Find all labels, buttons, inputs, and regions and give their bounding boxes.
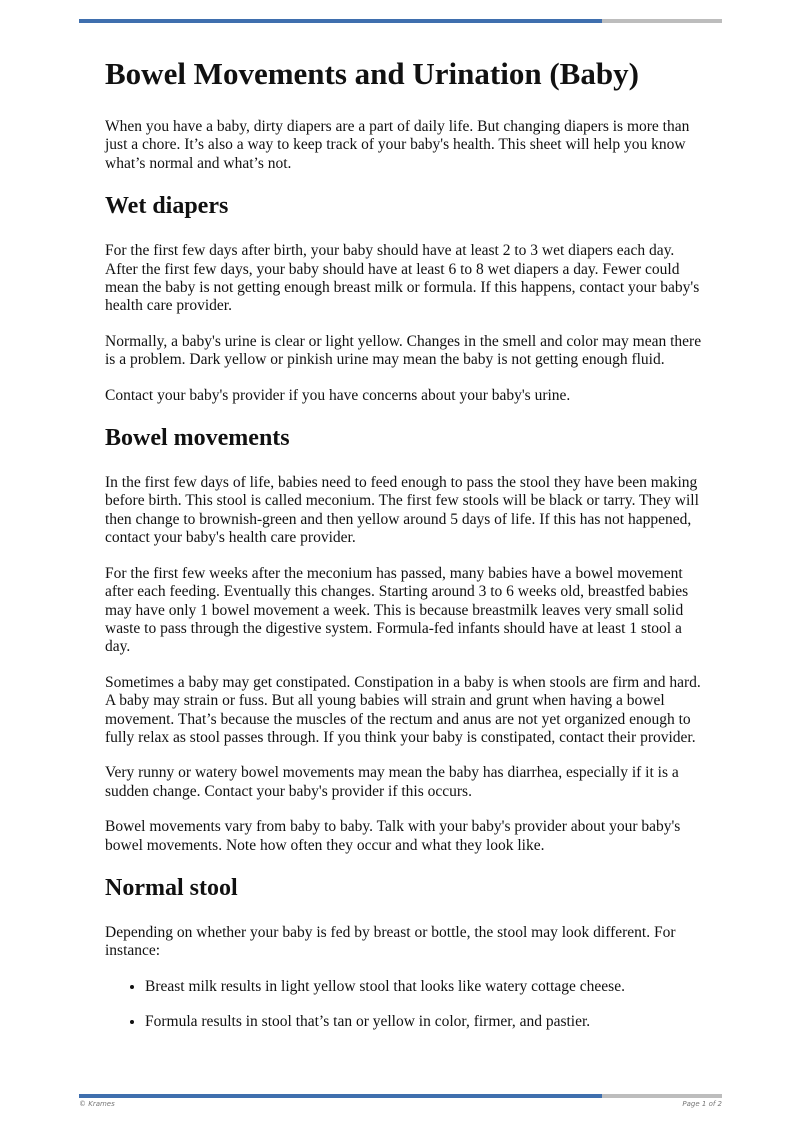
list-item: • Breast milk results in light yellow stool that looks like watery cottage cheese. bbox=[145, 978, 705, 996]
bowel-movements-paragraph: Sometimes a baby may get constipated. Constipation in a baby is when stools are firm and hard. A baby may strain or fuss. But all young babies will strain and grunt when having a bowel movement. That’s because the muscles of the rectum and anus are not yet organized enough to fully relax as stool passes through. If you think your baby is constipated, contact their provider. bbox=[105, 673, 701, 746]
section-heading-wet-diapers: Wet diapers bbox=[105, 193, 229, 220]
bowel-movements-paragraph: Very runny or watery bowel movements may mean the baby has diarrhea, especially if it is a sudden change. Contact your baby's provider if this occurs. bbox=[105, 764, 679, 800]
bottom-bar-accent bbox=[79, 1094, 602, 1098]
page-title: Bowel Movements and Urination (Baby) bbox=[105, 56, 639, 91]
top-divider-bar bbox=[79, 19, 722, 23]
bowel-movements-paragraph: In the first few days of life, babies need to feed enough to pass the stool they have been making before birth. This stool is called meconium. The first few stools will be black or tarry. They will then change to brownish-green and then yellow around 5 days of life. If this has not happened, contact your baby's health care provider. bbox=[105, 474, 699, 547]
top-bar-accent bbox=[79, 19, 602, 23]
section-heading-bowel-movements: Bowel movements bbox=[105, 425, 290, 452]
footer-copyright: © Krames bbox=[79, 1100, 115, 1108]
footer-page-number: Page 1 of 2 bbox=[682, 1100, 722, 1108]
document-body bbox=[105, 52, 705, 1049]
list-item: • Formula results in stool that’s tan or yellow in color, firmer, and pastier. bbox=[145, 1013, 705, 1031]
page-footer bbox=[79, 1100, 722, 1108]
bottom-bar-grey bbox=[602, 1094, 722, 1098]
wet-diapers-paragraph: Contact your baby's provider if you have concerns about your baby's urine. bbox=[105, 386, 571, 404]
normal-stool-intro: Depending on whether your baby is fed by breast or bottle, the stool may look different. For instance: bbox=[105, 923, 676, 960]
bottom-divider-bar bbox=[79, 1094, 722, 1098]
intro-paragraph: When you have a baby, dirty diapers are a part of daily life. But changing diapers is more than just a chore. It’s also a way to keep track of your baby's health. This sheet will help you know what’s normal and what’s not. bbox=[105, 118, 690, 172]
top-bar-grey bbox=[602, 19, 722, 23]
normal-stool-list bbox=[105, 978, 705, 1032]
wet-diapers-paragraph: For the first few days after birth, your baby should have at least 2 to 3 wet diapers each day. After the first few days, your baby should have at least 6 to 8 wet diapers a day. Fewer could mean the baby is not getting enough breast milk or formula. If this happens, contact your baby's health care provider. bbox=[105, 242, 700, 315]
bowel-movements-paragraph: Bowel movements vary from baby to baby. Talk with your baby's provider about your baby's bowel movements. Note how often they occur and what they look like. bbox=[105, 818, 681, 854]
wet-diapers-paragraph: Normally, a baby's urine is clear or light yellow. Changes in the smell and color may mean there is a problem. Dark yellow or pinkish urine may mean the baby is not getting enough fluid. bbox=[105, 332, 702, 369]
bowel-movements-paragraph: For the first few weeks after the meconium has passed, many babies have a bowel movement after each feeding. Eventually this changes. Starting around 3 to 6 weeks old, breastfed babies may have only 1 bowel movement a week. This is because breastmilk leaves very small solid waste to pass through the digestive system. Formula-fed infants should have at least 1 stool a day. bbox=[105, 564, 689, 656]
section-heading-normal-stool: Normal stool bbox=[105, 874, 238, 901]
